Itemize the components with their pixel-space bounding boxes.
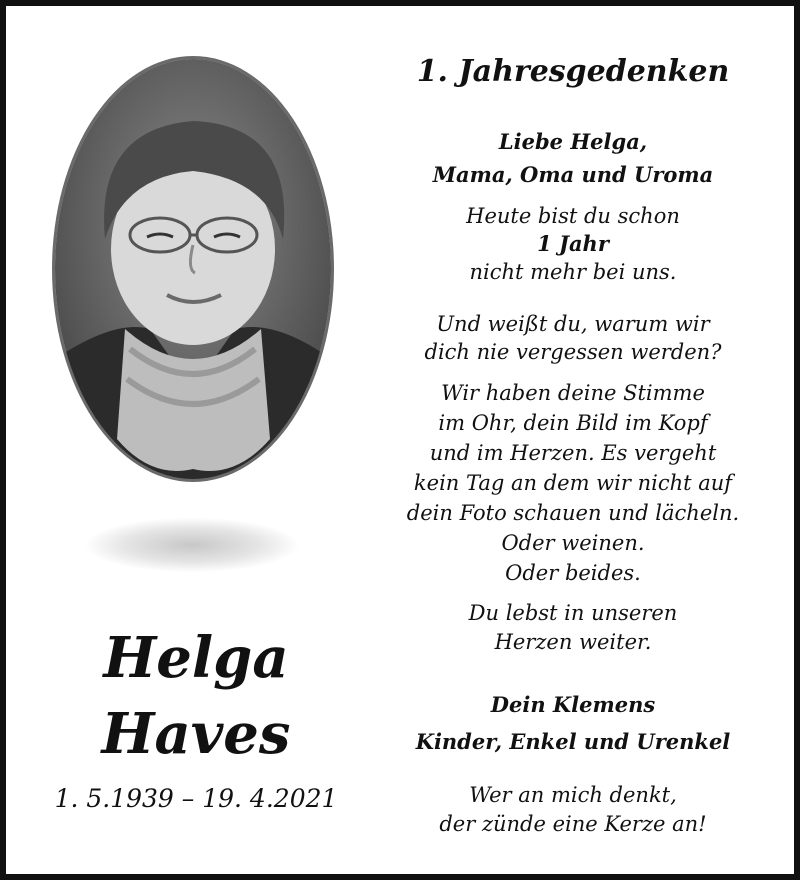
paragraph-one [368,202,778,286]
signature [368,686,778,760]
portrait-illustration [55,59,331,479]
life-dates: 1. 5.1939 – 19. 4.2021 [54,784,338,813]
paragraph-four [368,599,778,657]
text-line: Wer an mich denkt, [469,783,677,807]
salutation-line: Liebe Helga, [498,129,648,154]
salutation [368,125,778,191]
text-line: Und weißt du, warum wir [436,312,710,336]
signature-line: Kinder, Enkel und Urenkel [415,729,731,754]
deceased-first-name: Helga [103,625,289,691]
portrait-photo [52,56,334,482]
paragraph-three [368,378,778,588]
salutation-line: Mama, Oma und Uroma [432,162,714,187]
text-line-emphasis: 1 Jahr [537,231,609,256]
text-line: Oder weinen. [501,531,645,555]
text-line: und im Herzen. Es vergeht [429,441,717,465]
text-line: Herzen weiter. [494,630,652,654]
text-line: dein Foto schauen und lächeln. [406,501,740,525]
closing-verse [368,781,778,839]
text-line: der zünde eine Kerze an! [439,812,707,836]
signature-line: Dein Klemens [490,692,656,717]
paragraph-two [368,310,778,366]
text-line: kein Tag an dem wir nicht auf [413,471,733,495]
portrait-oval [52,56,334,482]
memorial-heading: 1. Jahresgedenken [416,54,730,89]
text-line: dich nie vergessen werden? [424,340,722,364]
text-line: Heute bist du schon [466,204,680,228]
text-line: nicht mehr bei uns. [469,260,677,284]
text-line: Oder beides. [505,561,641,585]
text-line: Du lebst in unseren [468,601,678,625]
deceased-last-name: Haves [101,701,291,767]
text-line: im Ohr, dein Bild im Kopf [438,411,708,435]
text-line: Wir haben deine Stimme [441,381,705,405]
photo-shadow [86,518,298,572]
